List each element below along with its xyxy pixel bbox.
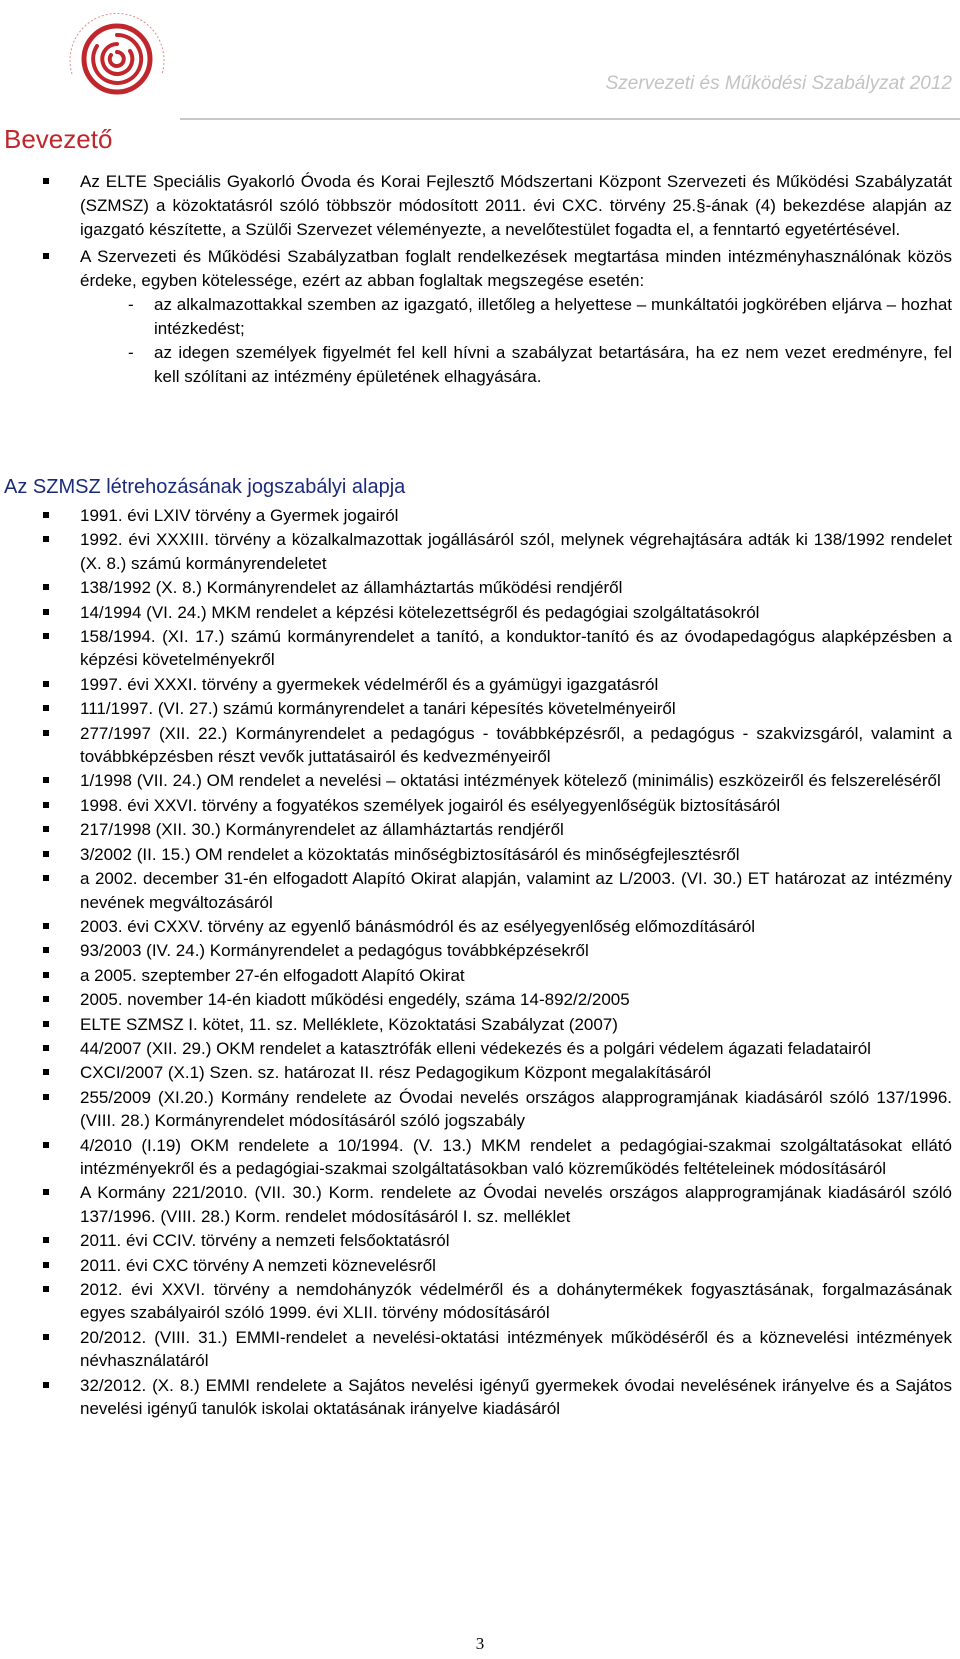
square-bullet-icon (43, 1021, 49, 1027)
square-bullet-icon (43, 851, 49, 857)
square-bullet-icon (43, 1045, 49, 1051)
legal-reference-item (40, 1278, 952, 1325)
legal-reference-text: 255/2009 (XI.20.) Kormány rendelete az Óvodai nevelés országos alapprogramjának kiadásáról szóló 137/1996. (VIII. 28.) Kormányrendelet módosításáról szóló jogszabály (80, 1087, 952, 1131)
legal-reference-text: 14/1994 (VI. 24.) MKM rendelet a képzési kötelezettségről és pedagógiai szolgáltatásokról (80, 602, 760, 622)
square-bullet-icon (43, 777, 49, 783)
square-bullet-icon (43, 1069, 49, 1075)
legal-reference-item (40, 843, 952, 866)
legal-reference-item (40, 867, 952, 914)
legal-reference-text: 277/1997 (XII. 22.) Kormányrendelet a pedagógus - továbbképzésről, a pedagógus - szakvizsgáról, valamint a továbbképzésben részt vevők juttatásairól és kedvezményeiről (80, 723, 952, 767)
legal-reference-list (40, 504, 952, 1421)
square-bullet-icon (43, 1382, 49, 1388)
legal-reference-text: 93/2003 (IV. 24.) Kormányrendelet a pedagógus továbbképzésekről (80, 941, 589, 961)
legal-reference-text: 2011. évi CCIV. törvény a nemzeti felsőoktatásról (80, 1231, 450, 1251)
legal-reference-item (40, 1061, 952, 1084)
legal-reference-text: 2012. évi XXVI. törvény a nemdohányzók védelméről és a dohánytermékek fogyasztásának, forgalmazásának egyes szabályairól szóló 1999. évi XLII. törvény módosításáról (80, 1280, 952, 1323)
consequence-list (80, 293, 952, 389)
intro-paragraph (40, 245, 952, 389)
square-bullet-icon (43, 730, 49, 736)
legal-reference-text: 20/2012. (VIII. 31.) EMMI-rendelet a nevelési-oktatási intézmények működéséről és a köznevelési intézmények névhasználatáról (80, 1327, 952, 1371)
legal-reference-item (40, 1374, 952, 1421)
legal-reference-text: 1/1998 (VII. 24.) OM rendelet a nevelési – oktatási intézmények kötelező (minimális) eszközeiről és felszereléséről (80, 771, 941, 791)
legal-reference-item (40, 1229, 952, 1252)
intro-paragraph-text: A Szervezeti és Működési Szabályzatban foglalt rendelkezések megtartása minden intézményhasználónak közös érdeke, egyben kötelessége, ezért az abban foglaltak megszegése esetén: (80, 247, 952, 290)
legal-reference-text: a 2005. szeptember 27-én elfogadott Alapító Okirat (80, 965, 465, 985)
page-header (0, 0, 960, 122)
square-bullet-icon (43, 1142, 49, 1148)
legal-reference-item (40, 1181, 952, 1228)
legal-reference-item (40, 504, 952, 527)
legal-reference-item (40, 1013, 952, 1036)
institution-logo (58, 4, 176, 114)
legal-reference-item (40, 1254, 952, 1277)
section-heading-legal-basis: Az SZMSZ létrehozásának jogszabályi alapja (4, 476, 406, 498)
square-bullet-icon (43, 1262, 49, 1268)
square-bullet-icon (43, 923, 49, 929)
legal-reference-text: 217/1998 (XII. 30.) Kormányrendelet az államháztartás rendjéről (80, 820, 564, 840)
legal-reference-text: 32/2012. (X. 8.) EMMI rendelete a Sajátos nevelési igényű gyermekek óvodai nevelésének irányelve és a Sajátos nevelési igényű tanulók iskolai oktatásának irányelve kiadásáról (80, 1375, 952, 1419)
square-bullet-icon (43, 1334, 49, 1340)
square-bullet-icon (43, 1286, 49, 1292)
square-bullet-icon (43, 681, 49, 687)
dash-bullet-icon: - (128, 295, 134, 314)
consequence-text: az alkalmazottakkal szemben az igazgató, illetőleg a helyettese – munkáltatói jogkörében eljárva – hozhat intézkedést; (154, 295, 952, 338)
legal-reference-item (40, 697, 952, 720)
square-bullet-icon (43, 512, 49, 518)
intro-paragraph-text: Az ELTE Speciális Gyakorló Óvoda és Korai Fejlesztő Módszertani Központ Szervezeti és Működési Szabályzatát (SZMSZ) a közoktatásról szóló többször módosított 2011. évi CXC. törvény 25.§-ának (4) bekezdése alapján az igazgató készítette, a Szülői Szervezet véleményezte, a nevelőtestület fogadta el, a fenntartó egyetértésével. (80, 172, 952, 239)
square-bullet-icon (43, 633, 49, 639)
legal-reference-text: 1997. évi XXXI. törvény a gyermekek védelméről és a gyámügyi igazgatásról (80, 674, 659, 694)
square-bullet-icon (43, 253, 49, 259)
legal-reference-text: CXCI/2007 (X.1) Szen. sz. határozat II. rész Pedagogikum Központ megalakításáról (80, 1063, 712, 1083)
legal-reference-item (40, 769, 952, 792)
legal-reference-item (40, 1037, 952, 1060)
legal-reference-item (40, 601, 952, 624)
legal-reference-item (40, 1086, 952, 1133)
legal-reference-item (40, 818, 952, 841)
legal-reference-item (40, 964, 952, 987)
section-title-intro: Bevezető (4, 124, 113, 154)
legal-reference-item (40, 915, 952, 938)
legal-reference-item (40, 576, 952, 599)
document-header-title: Szervezeti és Működési Szabályzat 2012 (605, 73, 952, 94)
square-bullet-icon (43, 802, 49, 808)
legal-reference-item (40, 1134, 952, 1181)
square-bullet-icon (43, 609, 49, 615)
square-bullet-icon (43, 1094, 49, 1100)
legal-reference-item (40, 528, 952, 575)
square-bullet-icon (43, 178, 49, 184)
legal-reference-text: 1998. évi XXVI. törvény a fogyatékos személyek jogairól és esélyegyenlőségük biztosításáról (80, 795, 781, 815)
square-bullet-icon (43, 972, 49, 978)
consequence-item (128, 293, 952, 341)
legal-reference-item (40, 939, 952, 962)
dash-bullet-icon: - (128, 343, 134, 362)
legal-reference-text: 158/1994. (XI. 17.) számú kormányrendelet a tanító, a konduktor-tanító és az óvodapedagógus alapképzésben a képzési követelményekről (80, 627, 952, 670)
square-bullet-icon (43, 996, 49, 1002)
square-bullet-icon (43, 584, 49, 590)
legal-reference-text: 1991. évi LXIV törvény a Gyermek jogairól (80, 506, 399, 525)
square-bullet-icon (43, 1189, 49, 1195)
square-bullet-icon (43, 947, 49, 953)
legal-reference-text: 2003. évi CXXV. törvény az egyenlő bánásmódról és az esélyegyenlőség előmozdításáról (80, 916, 756, 936)
intro-paragraph (40, 170, 952, 242)
intro-paragraph-list (40, 170, 952, 392)
legal-reference-item (40, 722, 952, 769)
legal-reference-text: 2005. november 14-én kiadott működési engedély, száma 14-892/2/2005 (80, 990, 630, 1010)
legal-reference-text: A Kormány 221/2010. (VII. 30.) Korm. rendelete az Óvodai nevelés országos alapprogramjának kiadásáról szóló 137/1996. (VIII. 28.) Korm. rendelet módosításáról I. sz. melléklet (80, 1183, 952, 1226)
legal-reference-text: a 2002. december 31-én elfogadott Alapító Okirat alapján, valamint az L/2003. (VI. 30.) ET határozat az intézmény nevének megváltozásáról (80, 869, 952, 912)
square-bullet-icon (43, 536, 49, 542)
legal-reference-item (40, 794, 952, 817)
legal-reference-item (40, 673, 952, 696)
legal-reference-text: 4/2010 (I.19) OKM rendelete a 10/1994. (V. 13.) MKM rendelet a pedagógiai-szakmai szolgáltatásokat ellátó intézményekről és a pedagógiai-szakmai szolgáltatásokban való közreműködés feltételeinek módosításáról (80, 1135, 952, 1178)
legal-reference-text: 2011. évi CXC törvény A nemzeti köznevelésről (80, 1255, 436, 1275)
legal-reference-text: 1992. évi XXXIII. törvény a közalkalmazottak jogállásáról szól, melynek végrehajtására adták ki 138/1992 rendelet (X. 8.) számú kormányrendeletet (80, 530, 952, 573)
legal-reference-text: 138/1992 (X. 8.) Kormányrendelet az államháztartás működési rendjéről (80, 578, 623, 598)
header-divider (180, 118, 960, 120)
square-bullet-icon (43, 705, 49, 711)
legal-reference-item (40, 1326, 952, 1373)
square-bullet-icon (43, 875, 49, 881)
legal-reference-item (40, 988, 952, 1011)
consequence-item (128, 341, 952, 389)
square-bullet-icon (43, 1237, 49, 1243)
page-number: 3 (475, 1634, 485, 1653)
legal-reference-text: 44/2007 (XII. 29.) OKM rendelet a katasztrófák elleni védekezés és a polgári védelem ágazati feladatairól (80, 1038, 871, 1058)
consequence-text: az idegen személyek figyelmét fel kell hívni a szabályzat betartására, ha ez nem vezet eredményre, fel kell szólítani az intézmény épületének elhagyására. (154, 343, 952, 386)
legal-reference-text: 111/1997. (VI. 27.) számú kormányrendelet a tanári képesítés követelményeiről (80, 699, 676, 719)
legal-reference-text: ELTE SZMSZ I. kötet, 11. sz. Melléklete, Közoktatási Szabályzat (2007) (80, 1014, 618, 1034)
legal-reference-item (40, 625, 952, 672)
legal-reference-text: 3/2002 (II. 15.) OM rendelet a közoktatás minőségbiztosításáról és minőségfejlesztésről (80, 844, 740, 864)
square-bullet-icon (43, 826, 49, 832)
